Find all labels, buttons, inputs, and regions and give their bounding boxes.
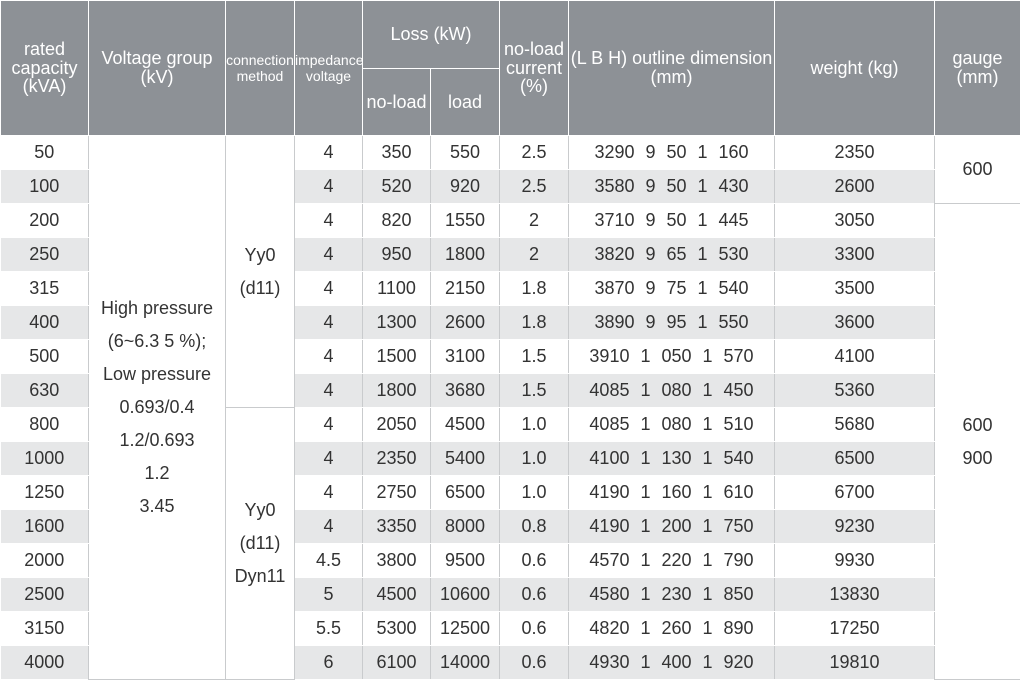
- header-gauge: gauge (mm): [935, 1, 1020, 136]
- cell-noload-current: 1.0: [500, 408, 569, 442]
- cell-weight: 5680: [775, 408, 935, 442]
- cell-weight: 6500: [775, 442, 935, 476]
- cell-loss-noload: 1800: [363, 374, 431, 408]
- cell-capacity: 250: [1, 238, 89, 272]
- cell-dimension: 4930 1 400 1 920: [569, 646, 775, 680]
- cell-connection-b-line: Dyn11: [234, 566, 286, 586]
- cell-weight: 2600: [775, 170, 935, 204]
- cell-impedance: 4: [295, 238, 363, 272]
- cell-weight: 3600: [775, 306, 935, 340]
- cell-dimension: 4570 1 220 1 790: [569, 544, 775, 578]
- cell-weight: 4100: [775, 340, 935, 374]
- cell-dimension: 3820 9 65 1 530: [569, 238, 775, 272]
- cell-loss-noload: 1500: [363, 340, 431, 374]
- cell-voltage-group-line: 1.2/0.693: [119, 430, 195, 450]
- cell-impedance: 4: [295, 408, 363, 442]
- cell-loss-noload: 5300: [363, 612, 431, 646]
- cell-loss-noload: 3350: [363, 510, 431, 544]
- header-capacity: rated capacity (kVA): [1, 1, 89, 136]
- cell-impedance: 4: [295, 510, 363, 544]
- cell-impedance: 4: [295, 476, 363, 510]
- cell-connection-a: [226, 136, 295, 408]
- cell-loss-load: 2600: [431, 306, 500, 340]
- cell-gauge-b: [935, 204, 1020, 680]
- cell-voltage-group: [89, 136, 226, 680]
- cell-dimension: 4100 1 130 1 540: [569, 442, 775, 476]
- cell-noload-current: 0.6: [500, 646, 569, 680]
- cell-capacity: 3150: [1, 612, 89, 646]
- cell-dimension: 4085 1 080 1 450: [569, 374, 775, 408]
- cell-noload-current: 0.8: [500, 510, 569, 544]
- cell-weight: 2350: [775, 136, 935, 170]
- cell-voltage-group-line: Low pressure: [102, 364, 212, 384]
- cell-noload-current: 0.6: [500, 612, 569, 646]
- cell-noload-current: 1.5: [500, 340, 569, 374]
- cell-gauge-b-line: 600: [962, 414, 993, 435]
- cell-weight: 9930: [775, 544, 935, 578]
- header-loss: Loss (kW): [363, 1, 500, 69]
- cell-loss-noload: 950: [363, 238, 431, 272]
- cell-impedance: 4: [295, 204, 363, 238]
- cell-loss-noload: 2050: [363, 408, 431, 442]
- cell-loss-load: 5400: [431, 442, 500, 476]
- cell-weight: 3300: [775, 238, 935, 272]
- cell-dimension: 3890 9 95 1 550: [569, 306, 775, 340]
- cell-voltage-group-line: High pressure: [100, 298, 214, 318]
- cell-loss-load: 10600: [431, 578, 500, 612]
- cell-loss-noload: 2750: [363, 476, 431, 510]
- cell-loss-load: 12500: [431, 612, 500, 646]
- cell-dimension: 3290 9 50 1 160: [569, 136, 775, 170]
- cell-dimension: 3910 1 050 1 570: [569, 340, 775, 374]
- cell-capacity: 50: [1, 136, 89, 170]
- cell-weight: 19810: [775, 646, 935, 680]
- cell-capacity: 630: [1, 374, 89, 408]
- cell-voltage-group-line: 0.693/0.4: [119, 397, 195, 417]
- table-body: [1, 136, 1020, 680]
- cell-impedance: 5: [295, 578, 363, 612]
- header-loss-noload: no-load: [363, 69, 431, 136]
- cell-dimension: 3710 9 50 1 445: [569, 204, 775, 238]
- cell-loss-load: 4500: [431, 408, 500, 442]
- cell-dimension: 4085 1 080 1 510: [569, 408, 775, 442]
- cell-impedance: 4: [295, 374, 363, 408]
- header-voltage-group: Voltage group (kV): [89, 1, 226, 136]
- cell-noload-current: 2: [500, 238, 569, 272]
- cell-loss-load: 1800: [431, 238, 500, 272]
- cell-capacity: 1000: [1, 442, 89, 476]
- cell-connection-b: [226, 408, 295, 680]
- cell-weight: 3500: [775, 272, 935, 306]
- cell-noload-current: 0.6: [500, 578, 569, 612]
- header-impedance: impedance voltage: [295, 1, 363, 136]
- cell-capacity: 100: [1, 170, 89, 204]
- cell-loss-load: 9500: [431, 544, 500, 578]
- cell-gauge-b-line: 900: [962, 447, 993, 468]
- cell-weight: 9230: [775, 510, 935, 544]
- header-noload-current: no-load current (%): [500, 1, 569, 136]
- cell-loss-noload: 2350: [363, 442, 431, 476]
- cell-voltage-group-line: 1.2: [144, 463, 170, 483]
- cell-impedance: 4: [295, 170, 363, 204]
- cell-noload-current: 1.8: [500, 272, 569, 306]
- cell-capacity: 315: [1, 272, 89, 306]
- cell-capacity: 2000: [1, 544, 89, 578]
- cell-gauge-a: 600: [935, 136, 1020, 204]
- cell-capacity: 800: [1, 408, 89, 442]
- cell-noload-current: 1.0: [500, 442, 569, 476]
- cell-loss-load: 920: [431, 170, 500, 204]
- cell-impedance: 4: [295, 136, 363, 170]
- header-loss-load: load: [431, 69, 500, 136]
- cell-loss-load: 8000: [431, 510, 500, 544]
- cell-noload-current: 2.5: [500, 136, 569, 170]
- cell-noload-current: 1.5: [500, 374, 569, 408]
- cell-connection-a-line: (d11): [239, 277, 281, 298]
- cell-capacity: 200: [1, 204, 89, 238]
- cell-impedance: 4.5: [295, 544, 363, 578]
- cell-noload-current: 0.6: [500, 544, 569, 578]
- cell-weight: 6700: [775, 476, 935, 510]
- cell-capacity: 2500: [1, 578, 89, 612]
- cell-dimension: 4190 1 200 1 750: [569, 510, 775, 544]
- cell-weight: 17250: [775, 612, 935, 646]
- cell-loss-load: 550: [431, 136, 500, 170]
- cell-dimension: 4580 1 230 1 850: [569, 578, 775, 612]
- cell-noload-current: 1.0: [500, 476, 569, 510]
- cell-impedance: 5.5: [295, 612, 363, 646]
- cell-capacity: 1600: [1, 510, 89, 544]
- cell-dimension: 4820 1 260 1 890: [569, 612, 775, 646]
- cell-loss-noload: 350: [363, 136, 431, 170]
- cell-loss-noload: 1300: [363, 306, 431, 340]
- cell-loss-noload: 820: [363, 204, 431, 238]
- cell-impedance: 4: [295, 340, 363, 374]
- cell-loss-noload: 6100: [363, 646, 431, 680]
- cell-weight: 3050: [775, 204, 935, 238]
- table-row: [1, 136, 1020, 170]
- cell-impedance: 4: [295, 272, 363, 306]
- cell-capacity: 500: [1, 340, 89, 374]
- cell-loss-noload: 1100: [363, 272, 431, 306]
- cell-loss-load: 1550: [431, 204, 500, 238]
- cell-dimension: 3870 9 75 1 540: [569, 272, 775, 306]
- cell-loss-load: 2150: [431, 272, 500, 306]
- cell-connection-b-line: (d11): [239, 533, 281, 553]
- cell-voltage-group-line: (6~6.3 5 %);: [107, 331, 207, 351]
- cell-loss-noload: 520: [363, 170, 431, 204]
- cell-noload-current: 1.8: [500, 306, 569, 340]
- cell-loss-noload: 4500: [363, 578, 431, 612]
- cell-weight: 5360: [775, 374, 935, 408]
- cell-loss-load: 3100: [431, 340, 500, 374]
- cell-voltage-group-line: 3.45: [139, 496, 175, 516]
- cell-impedance: 6: [295, 646, 363, 680]
- cell-loss-noload: 3800: [363, 544, 431, 578]
- cell-noload-current: 2.5: [500, 170, 569, 204]
- cell-connection-b-line: Yy0: [244, 500, 276, 520]
- cell-impedance: 4: [295, 442, 363, 476]
- cell-loss-load: 3680: [431, 374, 500, 408]
- cell-capacity: 400: [1, 306, 89, 340]
- cell-capacity: 1250: [1, 476, 89, 510]
- header-connection: connection method: [226, 1, 295, 136]
- header-weight: weight (kg): [775, 1, 935, 136]
- cell-capacity: 4000: [1, 646, 89, 680]
- header-dimension: (L B H) outline dimension (mm): [569, 1, 775, 136]
- cell-weight: 13830: [775, 578, 935, 612]
- cell-noload-current: 2: [500, 204, 569, 238]
- cell-dimension: 3580 9 50 1 430: [569, 170, 775, 204]
- cell-loss-load: 14000: [431, 646, 500, 680]
- cell-connection-a-line: Yy0: [244, 244, 276, 265]
- cell-loss-load: 6500: [431, 476, 500, 510]
- cell-impedance: 4: [295, 306, 363, 340]
- cell-dimension: 4190 1 160 1 610: [569, 476, 775, 510]
